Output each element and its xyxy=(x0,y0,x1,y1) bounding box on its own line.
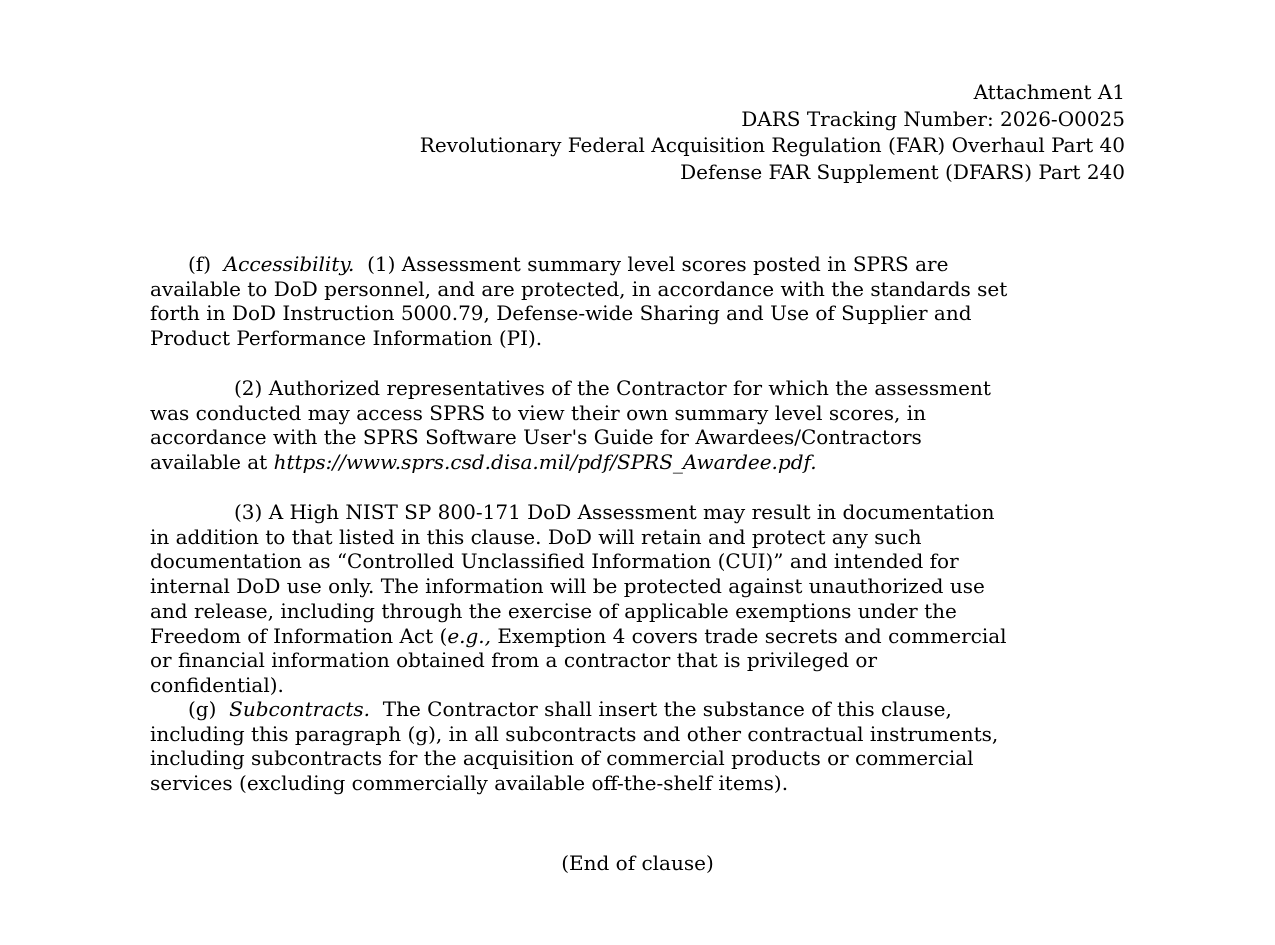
paragraph-lead: The Contractor shall insert the substance of this clause, xyxy=(382,697,952,721)
paragraph-line: Product Performance Information (PI). xyxy=(150,326,543,351)
paragraph-heading: Accessibility. xyxy=(223,252,355,276)
paragraph-first-line xyxy=(150,252,1130,277)
paragraph-first-line: (2) Authorized representatives of the Contractor for which the assessment xyxy=(234,376,991,400)
paragraph-line: including this paragraph (g), in all subcontracts and other contractual instruments, xyxy=(150,721,999,746)
paragraph-line: was conducted may access SPRS to view their own summary level scores, in xyxy=(150,400,926,425)
header-attachment: Attachment A1 xyxy=(973,80,1125,104)
header-tracking-number: DARS Tracking Number: 2026-O0025 xyxy=(741,106,1125,131)
paragraph-g xyxy=(150,697,1130,796)
paragraph-line: accordance with the SPRS Software User's Guide for Awardees/Contractors xyxy=(150,425,922,450)
paragraph-heading: Subcontracts. xyxy=(229,697,371,721)
paragraph-last-line xyxy=(150,450,1130,475)
paragraph-f-1 xyxy=(150,252,1130,351)
paragraph-line: documentation as “Controlled Unclassified Information (CUI)” and intended for xyxy=(150,549,959,574)
paragraph-label: (g) xyxy=(188,697,217,721)
sprs-guide-url: https://www.sprs.csd.disa.mil/pdf/SPRS_Awardee.pdf xyxy=(273,450,811,475)
document-header xyxy=(420,79,1125,185)
url-suffix: . xyxy=(810,450,817,475)
paragraph-first-line: (3) A High NIST SP 800-171 DoD Assessment may result in documentation xyxy=(234,500,995,524)
foia-eg: e.g., xyxy=(447,623,492,648)
paragraph-f-2 xyxy=(150,376,1130,475)
paragraph-first-line xyxy=(150,697,1130,722)
paragraph-line: confidential). xyxy=(150,672,284,697)
end-of-clause: (End of clause) xyxy=(561,851,714,875)
paragraph-line-foia xyxy=(150,624,1130,649)
paragraph-f-3 xyxy=(150,500,1130,698)
paragraph-line: available to DoD personnel, and are protected, in accordance with the standards set xyxy=(150,276,1008,301)
url-prefix: available at xyxy=(150,450,274,475)
paragraph-label: (f) xyxy=(188,252,212,276)
paragraph-line: services (excluding commercially available off-the-shelf items). xyxy=(150,771,789,796)
header-dfars-part: Defense FAR Supplement (DFARS) Part 240 xyxy=(680,159,1125,184)
header-far-part: Revolutionary Federal Acquisition Regulation (FAR) Overhaul Part 40 xyxy=(419,133,1125,157)
foia-prefix: Freedom of Information Act ( xyxy=(150,623,448,648)
paragraph-lead: (1) Assessment summary level scores posted in SPRS are xyxy=(367,252,949,276)
paragraph-line: including subcontracts for the acquisition of commercial products or commercial xyxy=(150,746,974,771)
paragraph-line: internal DoD use only. The information will be protected against unauthorized use xyxy=(150,574,985,599)
paragraph-line: or financial information obtained from a contractor that is privileged or xyxy=(150,648,878,673)
foia-suffix: Exemption 4 covers trade secrets and commercial xyxy=(491,623,1007,648)
paragraph-line: in addition to that listed in this clause. DoD will retain and protect any such xyxy=(150,524,922,549)
paragraph-line: forth in DoD Instruction 5000.79, Defense-wide Sharing and Use of Supplier and xyxy=(150,301,972,326)
paragraph-line: and release, including through the exercise of applicable exemptions under the xyxy=(150,598,957,623)
